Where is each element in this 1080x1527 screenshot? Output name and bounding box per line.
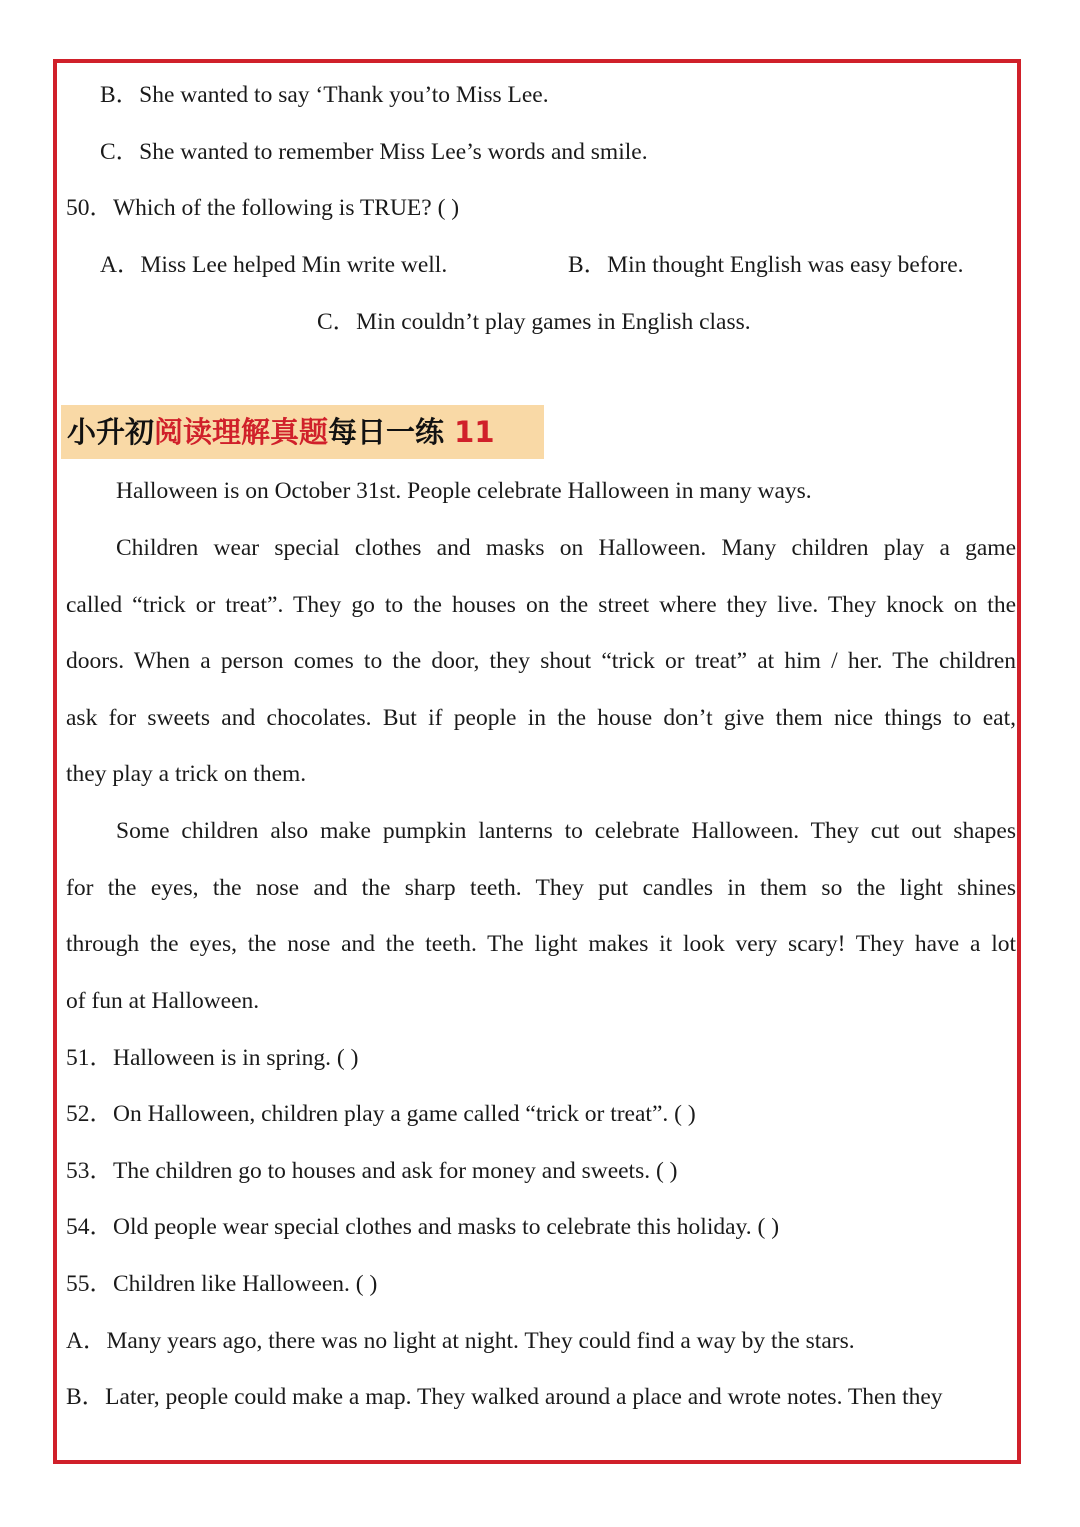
next-passage-a: A．Many years ago, there was no light at night. They could find a way by the stars. [66, 1328, 855, 1354]
section-title [67, 412, 495, 452]
question-51: 51．Halloween is in spring. ( ) [66, 1045, 359, 1071]
passage-p3-line-1: Some children also make pumpkin lanterns to celebrate Halloween. They cut out shapes [116, 818, 1016, 844]
passage-p2-line-5: they play a trick on them. [66, 761, 307, 787]
passage-p3-line-3: through the eyes, the nose and the teeth. The light makes it look very scary! They have a lot [66, 931, 1016, 957]
q50-option-a: A．Miss Lee helped Min write well. [100, 252, 448, 278]
q49-option-c: C．She wanted to remember Miss Lee’s words and smile. [100, 139, 648, 165]
section-title-part3: 每日一练 [328, 415, 445, 449]
passage-p2-line-1: Children wear special clothes and masks on Halloween. Many children play a game [116, 535, 1016, 561]
question-55: 55．Children like Halloween. ( ) [66, 1271, 378, 1297]
question-54: 54．Old people wear special clothes and masks to celebrate this holiday. ( ) [66, 1214, 780, 1240]
passage-p3-line-4: of fun at Halloween. [66, 988, 260, 1014]
q50-option-c: C．Min couldn’t play games in English class. [317, 309, 751, 335]
passage-p2-line-2: called “trick or treat”. They go to the houses on the street where they live. They knock on the [66, 592, 1016, 618]
next-passage-b: B．Later, people could make a map. They walked around a place and wrote notes. Then they [66, 1384, 943, 1410]
question-53: 53．The children go to houses and ask for money and sweets. ( ) [66, 1158, 678, 1184]
section-title-part2: 阅读理解真题 [154, 415, 329, 449]
passage-paragraph-1: Halloween is on October 31st. People celebrate Halloween in many ways. [116, 478, 812, 504]
question-52: 52．On Halloween, children play a game called “trick or treat”. ( ) [66, 1101, 696, 1127]
section-title-part1: 小升初 [67, 415, 155, 449]
q49-option-b: B．She wanted to say ‘Thank you’to Miss Lee. [100, 82, 549, 108]
passage-p2-line-3: doors. When a person comes to the door, they shout “trick or treat” at him / her. The children [66, 648, 1016, 674]
passage-p3-line-2: for the eyes, the nose and the sharp teeth. They put candles in them so the light shines [66, 875, 1016, 901]
question-50: 50．Which of the following is TRUE? ( ) [66, 195, 460, 221]
passage-p2-line-4: ask for sweets and chocolates. But if people in the house don’t give them nice things to eat, [66, 705, 1016, 731]
section-title-number: 11 [444, 415, 495, 449]
q50-option-b: B．Min thought English was easy before. [568, 252, 964, 278]
